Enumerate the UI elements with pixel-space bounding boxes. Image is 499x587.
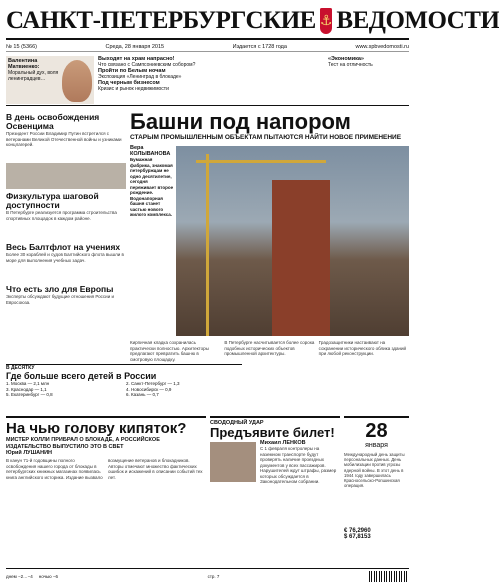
rate-usd: $ 67,8153	[344, 534, 371, 540]
kettle-article	[6, 416, 206, 566]
teaser-2-kicker[interactable]: Пройти по Белым ночам	[98, 68, 166, 74]
main-subheadline: СТАРЫМ ПРОМЫШЛЕННЫМ ОБЪЕКТАМ ПЫТАЮТСЯ НАЙТИ НОВОЕ ПРИМЕНЕНИЕ	[130, 134, 402, 141]
list-item: 2. Санкт-Петербург — 1,3	[126, 381, 180, 386]
weather-day: днем −2…−4	[6, 573, 33, 579]
issue-date: Среда, 28 января 2015	[105, 43, 165, 50]
teaser-1-kicker[interactable]: Выходят на храм напрасно!	[98, 56, 175, 62]
kettle-author: Юрий ЛУШАНИН	[6, 450, 52, 456]
main-lead-text: Бумажная фабрика, знакомая петербуржцам не одно десятилетие, сегодня переживает второе рождение. Водонапорная башня станет частью нового жилого комплекса.	[130, 157, 174, 217]
page-reference[interactable]: стр. 7	[207, 573, 220, 579]
barcode	[369, 571, 409, 582]
news-body-4: Эксперты обсуждают будущие отношения России и Евросоюза.	[6, 294, 114, 305]
teaser-3-text: Кризис и рынок недвижимости	[98, 86, 169, 92]
calendar-month: января	[365, 442, 388, 449]
quote-text: Моральный дух, воля ленинградцев…	[8, 70, 59, 82]
ticket-photo	[210, 442, 256, 482]
main-body-3: Градозащитники настаивают на сохранении исторического облика зданий при любой реконструкции.	[318, 340, 407, 356]
rate-eur: € 76,2960	[344, 528, 371, 534]
news-heading-3[interactable]: Весь Балтфлот на учениях	[6, 242, 121, 252]
calendar-day: 28	[365, 420, 388, 442]
news-body-3: Более 30 кораблей и судов Балтийского флота вышли в море для выполнения учебных задач.	[6, 252, 124, 263]
crane-arm	[196, 160, 326, 163]
teaser-strip	[6, 54, 409, 106]
quote-name: Валентина Матвиенко:	[8, 58, 40, 70]
news-heading-4[interactable]: Что есть зло для Европы	[6, 284, 114, 294]
calendar-notes: Международный день защиты персональных данных. День мобилизации против угрозы ядерной войны. В этот день в 1944 году завершилась Красносельско-Ропшинская операция.	[344, 452, 405, 489]
weather-box	[6, 574, 58, 579]
teaser-right-kicker[interactable]: «Экономика»	[328, 56, 364, 62]
teaser-3-kicker[interactable]: Под черным бизнесом	[98, 80, 160, 86]
top10-label: В ДЕСЯТКУ	[6, 365, 35, 371]
page-footer	[6, 568, 409, 583]
ticket-body: С 1 февраля контролеры на наземном транспорте будут проверять наличие проездных документов у всех пассажиров. Нарушителей ждут штрафы, размер которых обсуждается в Законодательном собрании.	[260, 446, 337, 484]
water-tower-photo	[176, 146, 409, 336]
kettle-subheadline: МИСТЕР КОЛЛИ ПРИБРАЛ О БЛОКАДЕ, А РОССИЙСКОЕ ИЗДАТЕЛЬСТВО ВЫПУСТИЛО ЭТО В СВЕТ	[6, 437, 160, 450]
teaser-2-text: Экспозиция «Ленинград в блокаде»	[98, 74, 182, 80]
weather-night: ночью −6	[38, 573, 59, 579]
main-author: Вера КОЛЫВАНОВА	[130, 145, 171, 157]
main-body-2: В Петербурге насчитывается более сорока подобных исторических объектов промышленной архитектуры.	[224, 340, 315, 356]
news-heading-2[interactable]: Физкультура шаговой доступности	[6, 191, 99, 210]
portrait-photo	[62, 60, 92, 102]
list-item: 6. Казань — 0,7	[126, 392, 159, 397]
list-item: 5. Екатеринбург — 0,8	[6, 392, 53, 397]
masthead	[6, 4, 499, 40]
masthead-title-left: САНКТ-ПЕТЕРБУРГСКИЕ	[6, 7, 316, 34]
issue-number: № 15 (5366)	[6, 43, 37, 50]
list-item: 3. Краснодар — 1,1	[6, 386, 47, 392]
news-photo-1	[6, 163, 126, 189]
kettle-headline[interactable]: На чью голову кипяток?	[6, 420, 187, 437]
kettle-body: В канун 71-й годовщины полного освобождения нашего города от блокады в петербургских книжных магазинах появилась книга английского историка. Издание вызвало возмущение ветеранов и блокадников. Авторы отмечают множество фактических ошибок и искажений в описании событий тех лет.	[6, 458, 203, 480]
news-body-2: В Петербурге реализуется программа строительства спортивных площадок в каждом районе.	[6, 210, 117, 221]
ticket-kicker: СВОДОДНЫЙ УДАР	[210, 420, 264, 426]
news-heading-1[interactable]: В день освобождения Освенцима	[6, 112, 100, 131]
calendar-column	[344, 416, 409, 566]
list-item: 4. Новосибирск — 0,9	[126, 386, 172, 392]
teaser-list	[98, 56, 324, 92]
masthead-title-right: ВЕДОМОСТИ	[336, 7, 499, 34]
ticket-headline[interactable]: Предъявите билет!	[210, 425, 335, 440]
main-body-1: Кирпичная кладка сохранилась практически полностью. Архитекторы предлагают превратить башню в смотровую площадку.	[130, 340, 209, 362]
ticket-article	[210, 416, 340, 566]
site-link[interactable]: www.spbvedomosti.ru	[355, 43, 409, 50]
list-item: 1. Москва — 2,1 млн	[6, 381, 50, 386]
main-lead	[130, 146, 174, 336]
quote-portrait	[6, 56, 94, 104]
news-body-1: Президент России Владимир Путин встретился с ветеранами Великой Отечественной войны и узниками концлагерей.	[6, 131, 122, 147]
ticket-author: Михаил ЛЕНКОВ	[260, 440, 306, 446]
top10-title: Где больше всего детей в России	[6, 371, 157, 381]
main-headline[interactable]: Башни под напором	[130, 109, 351, 134]
tower-shape	[272, 180, 330, 336]
teaser-right-text: Тест на отличность	[328, 62, 373, 68]
main-article	[130, 110, 409, 414]
teaser-right	[328, 56, 409, 68]
issue-infobar	[6, 42, 409, 52]
main-body-columns	[130, 340, 409, 414]
crane-mast	[206, 154, 209, 336]
ship-emblem-icon: ⚓	[320, 8, 333, 34]
teaser-1-text: Что связано с Сампсониевским собором?	[98, 62, 196, 68]
founded-note: Издается с 1728 года	[232, 43, 287, 50]
